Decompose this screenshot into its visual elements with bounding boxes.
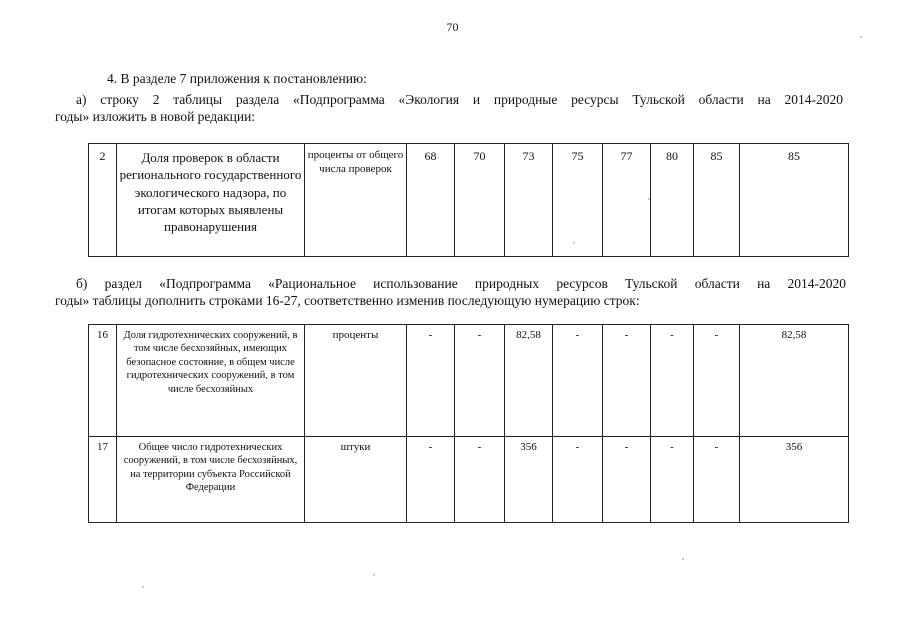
value-cell: - bbox=[694, 325, 740, 437]
row-number-cell: 17 bbox=[89, 437, 117, 523]
table-row bbox=[89, 144, 849, 257]
value-cell: - bbox=[455, 325, 505, 437]
value-cell: 80 bbox=[651, 144, 694, 257]
final-value-cell: 82,58 bbox=[740, 325, 849, 437]
item-a-line-1: а) строку 2 таблицы раздела «Подпрограмма «Экология и природные ресурсы Тульской области на 2014-2020 bbox=[76, 92, 843, 107]
final-value-cell: 85 bbox=[740, 144, 849, 257]
row-number-cell: 16 bbox=[89, 325, 117, 437]
value-cell: - bbox=[651, 437, 694, 523]
item-a-line-2: годы» изложить в новой редакции: bbox=[55, 109, 256, 124]
unit-cell: штуки bbox=[305, 437, 407, 523]
item-b-line-1: б) раздел «Подпрограмма «Рациональное использование природных ресурсов Тульской области на 2014-2020 bbox=[76, 276, 846, 291]
value-cell: 73 bbox=[505, 144, 553, 257]
value-cell: 75 bbox=[553, 144, 603, 257]
scan-speck bbox=[573, 242, 575, 244]
scan-speck bbox=[648, 198, 650, 200]
value-cell: - bbox=[603, 325, 651, 437]
value-cell: - bbox=[694, 437, 740, 523]
value-cell: 85 bbox=[694, 144, 740, 257]
value-cell: 68 bbox=[407, 144, 455, 257]
table-row bbox=[89, 437, 849, 523]
page-number: 70 bbox=[446, 20, 459, 34]
value-cell: 70 bbox=[455, 144, 505, 257]
indicator-name-cell: Общее число гидротехнических сооружений, в том числе бесхозяйных, на территории субъекта Российской Федерации bbox=[117, 437, 305, 523]
item-4-heading: 4. В разделе 7 приложения к постановлению: bbox=[107, 71, 367, 86]
value-cell: - bbox=[651, 325, 694, 437]
indicator-name-cell: Доля гидротехнических сооружений, в том числе бесхозяйных, имеющих безопасное состояние, в общем числе гидротехнических сооружений, в том числе бесхозяйных bbox=[117, 325, 305, 437]
value-cell: - bbox=[455, 437, 505, 523]
scan-speck bbox=[682, 558, 684, 560]
value-cell: - bbox=[553, 437, 603, 523]
unit-cell: проценты от общего числа проверок bbox=[305, 144, 407, 257]
value-cell: 82,58 bbox=[505, 325, 553, 437]
scan-speck bbox=[860, 36, 862, 38]
value-cell: 356 bbox=[505, 437, 553, 523]
indicator-table-1 bbox=[88, 143, 849, 257]
final-value-cell: 356 bbox=[740, 437, 849, 523]
value-cell: 77 bbox=[603, 144, 651, 257]
item-b-line-2: годы» таблицы дополнить строками 16-27, соответственно изменив последующую нумерацию строк: bbox=[55, 293, 640, 308]
indicator-table-2 bbox=[88, 324, 849, 523]
scan-speck bbox=[373, 574, 375, 576]
value-cell: - bbox=[553, 325, 603, 437]
scan-speck bbox=[142, 586, 144, 588]
value-cell: - bbox=[603, 437, 651, 523]
indicator-name-cell: Доля проверок в области регионального государственного экологического надзора, по итогам которых выявлены правонарушения bbox=[117, 144, 305, 257]
row-number-cell: 2 bbox=[89, 144, 117, 257]
value-cell: - bbox=[407, 325, 455, 437]
unit-cell: проценты bbox=[305, 325, 407, 437]
table-row bbox=[89, 325, 849, 437]
value-cell: - bbox=[407, 437, 455, 523]
